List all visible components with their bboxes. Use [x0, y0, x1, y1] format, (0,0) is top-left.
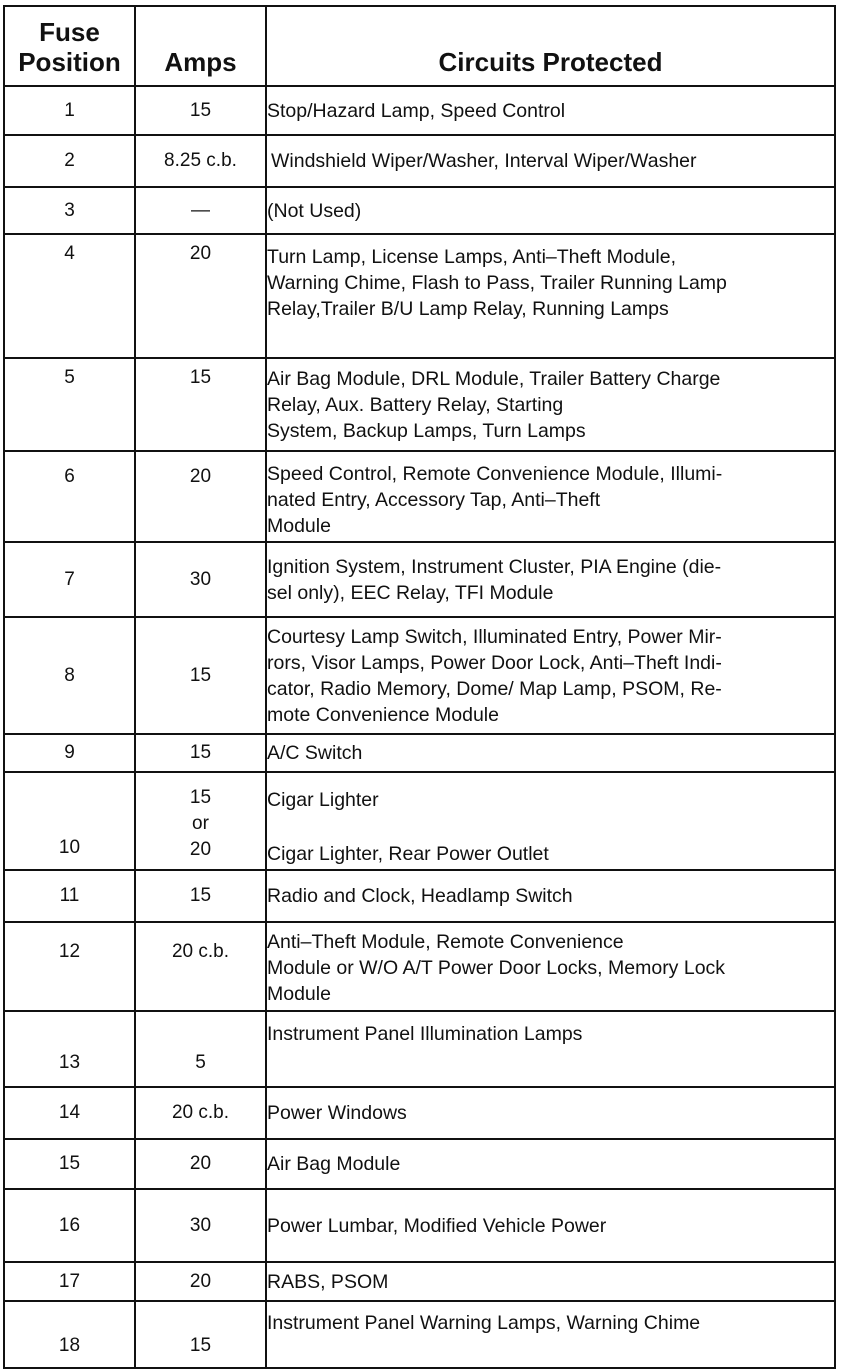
fuse-position-cell: 14 — [4, 1087, 135, 1139]
fuse-position-cell: 8 — [4, 617, 135, 734]
fuse-position-text: 6 — [64, 466, 75, 487]
circuit-line: rors, Visor Lamps, Power Door Lock, Anti–Theft Indi- — [267, 651, 722, 674]
circuit-line: cator, Radio Memory, Dome/ Map Lamp, PSOM, Re- — [267, 677, 722, 700]
table-row — [4, 1301, 835, 1368]
circuits-cell — [266, 234, 835, 358]
circuit-line: Anti–Theft Module, Remote Convenience — [267, 931, 624, 953]
fuse-position-cell — [4, 451, 135, 542]
fuse-position-cell: 2 — [4, 135, 135, 187]
table-row — [4, 1139, 835, 1189]
circuit-line: Module — [267, 983, 331, 1005]
fuse-position-cell: 7 — [4, 542, 135, 617]
circuit-line: Stop/Hazard Lamp, Speed Control — [267, 99, 566, 122]
circuits-cell — [266, 1087, 835, 1139]
table-row — [4, 734, 835, 772]
circuits-cell — [266, 187, 835, 234]
table-row — [4, 451, 835, 542]
circuits-cell — [266, 734, 835, 772]
table-row — [4, 234, 835, 358]
circuits-cell — [266, 86, 835, 135]
circuit-line: Speed Control, Remote Convenience Module, Illumi- — [267, 463, 723, 485]
fuse-position-cell: 17 — [4, 1262, 135, 1301]
circuits-cell — [266, 870, 835, 922]
amps-cell: 20 — [135, 1139, 266, 1189]
circuits-cell — [266, 1301, 835, 1368]
amps-cell: 15 — [135, 86, 266, 135]
circuits-cell — [266, 922, 835, 1011]
circuit-line: Radio and Clock, Headlamp Switch — [267, 885, 573, 907]
circuits-cell — [266, 772, 835, 870]
amps-cell: 30 — [135, 542, 266, 617]
amps-cell — [135, 358, 266, 451]
circuit-line: Ignition System, Instrument Cluster, PIA Engine (die- — [267, 555, 722, 578]
circuits-cell — [266, 135, 835, 187]
circuit-line: sel only), EEC Relay, TFI Module — [267, 581, 554, 604]
circuit-line: Instrument Panel Illumination Lamps — [267, 1023, 583, 1045]
header-position-label: Position — [18, 47, 121, 77]
amps-text: 5 — [195, 1052, 206, 1073]
amps-cell — [135, 1011, 266, 1087]
amps-cell — [135, 1301, 266, 1368]
circuit-line: Turn Lamp, License Lamps, Anti–Theft Module, — [267, 246, 676, 268]
header-circuits-protected: Circuits Protected — [266, 6, 835, 86]
amps-text: 15 — [189, 1335, 212, 1356]
table-row — [4, 358, 835, 451]
amps-cell: 20 c.b. — [135, 1087, 266, 1139]
circuits-cell — [266, 542, 835, 617]
fuse-position-cell — [4, 1011, 135, 1087]
circuit-line: Power Lumbar, Modified Vehicle Power — [267, 1214, 607, 1237]
fuse-table — [3, 5, 836, 1369]
circuit-line: Courtesy Lamp Switch, Illuminated Entry, Power Mir- — [267, 625, 722, 648]
circuit-line: Module — [267, 515, 331, 537]
fuse-position-cell — [4, 922, 135, 1011]
header-amps: Amps — [135, 6, 266, 86]
table-row — [4, 1087, 835, 1139]
table-row — [4, 187, 835, 234]
amps-cell — [135, 772, 266, 870]
amps-cell — [135, 234, 266, 358]
circuits-cell — [266, 1139, 835, 1189]
fuse-position-text: 4 — [64, 243, 75, 264]
amps-cell: 20 — [135, 1262, 266, 1301]
amps-cell: 15 — [135, 870, 266, 922]
circuits-cell — [266, 451, 835, 542]
table-row — [4, 1189, 835, 1262]
fuse-position-text: 12 — [58, 941, 81, 962]
fuse-position-cell: 15 — [4, 1139, 135, 1189]
circuit-line: Relay,Trailer B/U Lamp Relay, Running Lamps — [267, 298, 669, 320]
circuit-line: A/C Switch — [267, 742, 363, 764]
table-row — [4, 772, 835, 870]
fuse-position-cell — [4, 1301, 135, 1368]
amps-option: 15 — [189, 787, 212, 808]
header-fuse-position — [4, 6, 135, 86]
amps-text: 15 — [189, 367, 212, 388]
header-fuse-label: Fuse — [39, 17, 100, 47]
fuse-position-cell: 9 — [4, 734, 135, 772]
amps-cell: — — [135, 187, 266, 234]
fuse-position-cell — [4, 772, 135, 870]
circuit-line: RABS, PSOM — [267, 1270, 389, 1293]
circuit-line: Power Windows — [267, 1102, 407, 1124]
table-row — [4, 1262, 835, 1301]
amps-cell: 8.25 c.b. — [135, 135, 266, 187]
circuits-cell — [266, 358, 835, 451]
table-row — [4, 86, 835, 135]
circuit-line: Air Bag Module, DRL Module, Trailer Battery Charge — [267, 368, 721, 390]
amps-text: 20 — [189, 243, 212, 264]
circuit-line: (Not Used) — [267, 199, 362, 222]
table-row — [4, 135, 835, 187]
amps-cell: 15 — [135, 734, 266, 772]
circuits-cell — [266, 1262, 835, 1301]
amps-option: 20 — [189, 839, 212, 860]
amps-cell: 15 — [135, 617, 266, 734]
circuit-spacer — [267, 813, 834, 841]
fuse-position-cell — [4, 234, 135, 358]
circuit-line: Relay, Aux. Battery Relay, Starting — [267, 394, 564, 416]
amps-cell — [135, 451, 266, 542]
circuit-line: mote Convenience Module — [267, 703, 499, 726]
circuits-cell — [266, 617, 835, 734]
circuit-line: Instrument Panel Warning Lamps, Warning Chime — [267, 1312, 701, 1334]
amps-or-label: or — [192, 813, 209, 834]
table-row — [4, 870, 835, 922]
circuit-line: Module or W/O A/T Power Door Locks, Memory Lock — [267, 957, 726, 979]
circuit-line: System, Backup Lamps, Turn Lamps — [267, 420, 586, 442]
circuits-cell — [266, 1189, 835, 1262]
fuse-position-cell: 3 — [4, 187, 135, 234]
fuse-position-cell: 11 — [4, 870, 135, 922]
table-row — [4, 542, 835, 617]
circuit-line: nated Entry, Accessory Tap, Anti–Theft — [267, 489, 601, 511]
amps-cell: 30 — [135, 1189, 266, 1262]
fuse-position-cell: 1 — [4, 86, 135, 135]
fuse-position-cell — [4, 358, 135, 451]
circuit-line: Windshield Wiper/Washer, Interval Wiper/Washer — [271, 150, 697, 172]
table-row — [4, 1011, 835, 1087]
header-row — [4, 6, 835, 86]
table-row — [4, 922, 835, 1011]
fuse-position-text: 13 — [58, 1052, 81, 1073]
amps-cell — [135, 922, 266, 1011]
circuit-line: Cigar Lighter, Rear Power Outlet — [267, 843, 549, 865]
table-row — [4, 617, 835, 734]
amps-text: 20 c.b. — [171, 941, 230, 962]
fuse-position-text: 5 — [64, 367, 75, 388]
circuit-line: Air Bag Module — [267, 1153, 401, 1175]
circuit-line: Warning Chime, Flash to Pass, Trailer Running Lamp — [267, 272, 727, 294]
fuse-position-cell: 16 — [4, 1189, 135, 1262]
amps-text: 20 — [189, 466, 212, 487]
circuits-cell — [266, 1011, 835, 1087]
circuit-line: Cigar Lighter — [267, 789, 379, 811]
fuse-position-text: 10 — [58, 837, 81, 858]
fuse-position-text: 18 — [58, 1335, 81, 1356]
